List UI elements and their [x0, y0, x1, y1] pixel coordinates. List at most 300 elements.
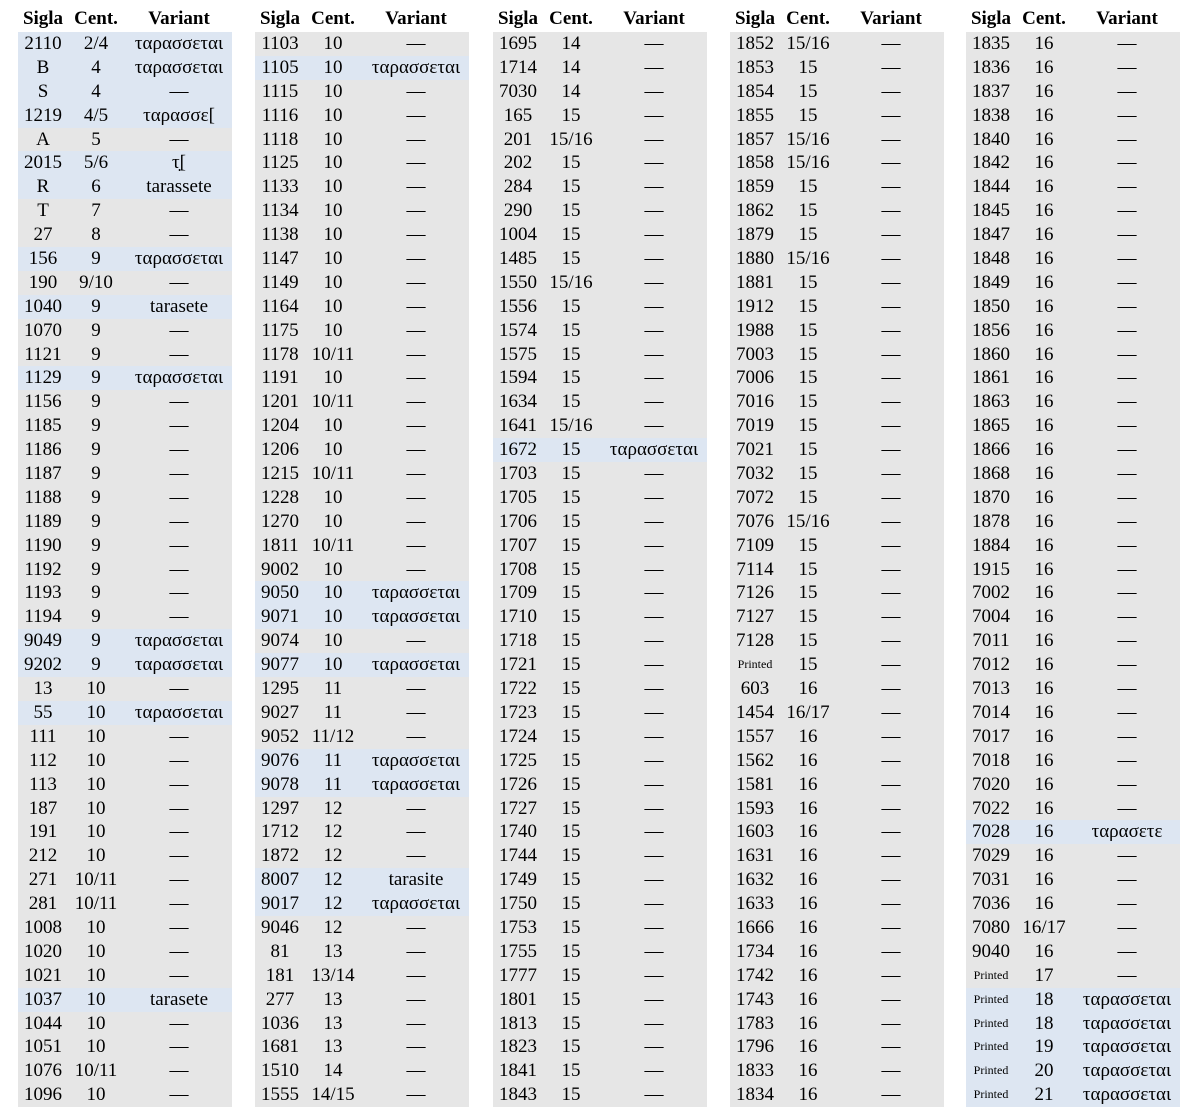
cell-variant: — — [644, 104, 664, 126]
cell-century: 10/11 — [74, 893, 118, 915]
cell-variant: — — [881, 33, 901, 54]
cell-century: 12 — [323, 916, 343, 938]
table-row — [255, 725, 469, 749]
cell-sigla: 2015 — [24, 152, 62, 174]
table-row — [255, 80, 469, 104]
cell-sigla: 1750 — [499, 893, 537, 915]
cell-sigla: 1156 — [24, 391, 62, 413]
cell-variant: — — [881, 845, 901, 867]
table-row — [18, 820, 232, 844]
cell-century: 16 — [798, 988, 818, 1010]
table-row-highlighted — [255, 581, 469, 605]
cell-century: 15/16 — [549, 415, 593, 437]
cell-century: 16 — [798, 749, 818, 771]
table-row — [493, 366, 707, 390]
table-row — [18, 390, 232, 414]
cell-century: 15 — [798, 56, 818, 78]
cell-sigla: 1865 — [972, 415, 1010, 437]
cell-sigla: Printed — [973, 1039, 1009, 1054]
cell-variant: ταρασετε — [1091, 821, 1163, 843]
cell-variant: — — [644, 845, 664, 867]
table-row — [18, 964, 232, 988]
cell-century: 15 — [561, 725, 581, 747]
table-row — [966, 653, 1180, 677]
cell-sigla: 7127 — [736, 606, 774, 628]
cell-century: 16 — [1034, 582, 1054, 604]
table-row — [255, 1083, 469, 1107]
table-row — [18, 510, 232, 534]
cell-sigla: 1727 — [499, 797, 537, 819]
table-row — [730, 701, 944, 725]
table-row — [493, 319, 707, 343]
cell-sigla: 1755 — [499, 940, 537, 962]
cell-century: 10 — [323, 200, 343, 222]
cell-century: 16 — [1034, 606, 1054, 628]
table-row — [493, 988, 707, 1012]
cell-variant: — — [1117, 295, 1137, 317]
cell-variant: — — [169, 773, 189, 795]
cell-sigla: 1594 — [499, 367, 537, 389]
cell-century: 15 — [798, 176, 818, 198]
cell-century: 10 — [323, 606, 343, 628]
cell-variant: — — [1117, 56, 1137, 78]
cell-sigla: 1857 — [736, 128, 774, 150]
cell-century: 20 — [1034, 1060, 1054, 1082]
table-row — [18, 773, 232, 797]
table-row — [966, 916, 1180, 940]
cell-variant: — — [881, 1036, 901, 1058]
cell-century: 9 — [91, 510, 101, 532]
header-sigla: Sigla — [22, 8, 64, 29]
cell-sigla: Printed — [973, 1087, 1009, 1102]
table-row — [966, 80, 1180, 104]
cell-variant: — — [644, 295, 664, 317]
cell-variant: — — [881, 940, 901, 962]
cell-sigla: 9076 — [261, 749, 299, 771]
cell-variant: — — [881, 869, 901, 891]
cell-variant: — — [644, 319, 664, 341]
cell-century: 13 — [323, 1012, 343, 1034]
cell-variant: — — [169, 749, 189, 771]
cell-sigla: 1705 — [499, 486, 537, 508]
cell-sigla: 1879 — [736, 224, 774, 246]
cell-sigla: 27 — [33, 224, 53, 246]
cell-variant: — — [169, 821, 189, 843]
table-row — [966, 175, 1180, 199]
table-row — [730, 892, 944, 916]
cell-variant: — — [644, 893, 664, 915]
cell-sigla: 1749 — [499, 869, 537, 891]
cell-century: 15 — [798, 606, 818, 628]
cell-sigla: 281 — [28, 893, 58, 915]
table-row — [18, 438, 232, 462]
cell-variant: — — [881, 1012, 901, 1034]
cell-century: 16 — [1034, 343, 1054, 365]
table-row — [255, 175, 469, 199]
cell-variant: — — [1117, 893, 1137, 915]
cell-variant: tarasite — [388, 869, 444, 891]
cell-century: 10 — [323, 295, 343, 317]
header-sigla: Sigla — [734, 8, 776, 29]
cell-century: 10 — [323, 510, 343, 532]
table-row-highlighted — [18, 151, 232, 175]
cell-century: 15 — [561, 845, 581, 867]
table-row — [18, 749, 232, 773]
cell-century: 14/15 — [311, 1084, 355, 1106]
table-row — [730, 677, 944, 701]
cell-century: 5 — [91, 128, 101, 150]
cell-sigla: 1557 — [736, 725, 774, 747]
table-row — [730, 940, 944, 964]
cell-century: 9 — [91, 248, 101, 270]
cell-century: 9 — [91, 319, 101, 341]
header-cent: Cent. — [311, 8, 355, 29]
table-row — [493, 534, 707, 558]
cell-variant: — — [169, 1012, 189, 1034]
cell-century: 15 — [561, 1012, 581, 1034]
cell-variant: — — [881, 654, 901, 676]
cell-sigla: 1861 — [972, 367, 1010, 389]
cell-variant: — — [169, 224, 189, 246]
cell-sigla: 9002 — [261, 558, 299, 580]
cell-variant: — — [169, 343, 189, 365]
table-row — [493, 223, 707, 247]
cell-variant: — — [881, 510, 901, 532]
table-row — [730, 964, 944, 988]
cell-variant: ταρασσεται — [371, 582, 461, 604]
cell-variant: — — [881, 176, 901, 198]
cell-variant: — — [406, 821, 426, 843]
cell-sigla: 1845 — [972, 200, 1010, 222]
cell-variant: tarasete — [149, 295, 208, 317]
cell-century: 16 — [1034, 391, 1054, 413]
table-row-highlighted — [18, 629, 232, 653]
cell-variant: — — [881, 391, 901, 413]
cell-century: 16 — [798, 1060, 818, 1082]
cell-sigla: 191 — [28, 821, 58, 843]
cell-century: 15 — [798, 558, 818, 580]
table-column-4 — [730, 6, 944, 1107]
cell-century: 21 — [1034, 1084, 1054, 1106]
cell-variant: — — [1117, 319, 1137, 341]
cell-sigla: 7020 — [972, 773, 1010, 795]
cell-century: 11 — [323, 773, 343, 795]
cell-variant: — — [1117, 391, 1137, 413]
cell-variant: — — [881, 1084, 901, 1106]
cell-variant: — — [644, 224, 664, 246]
table-row — [493, 128, 707, 152]
header-variant: Variant — [1096, 8, 1158, 29]
cell-variant: — — [406, 104, 426, 126]
cell-century: 15/16 — [549, 128, 593, 150]
cell-sigla: 190 — [28, 271, 58, 293]
table-row — [730, 868, 944, 892]
cell-century: 10 — [323, 271, 343, 293]
cell-century: 16 — [1034, 486, 1054, 508]
cell-century: 14 — [323, 1060, 343, 1082]
table-row — [730, 844, 944, 868]
cell-sigla: 1912 — [736, 295, 774, 317]
table-row — [730, 199, 944, 223]
cell-sigla: 9040 — [972, 940, 1010, 962]
table-row-highlighted — [255, 605, 469, 629]
cell-century: 9 — [91, 582, 101, 604]
cell-sigla: 1556 — [499, 295, 537, 317]
cell-sigla: 1707 — [499, 534, 537, 556]
table-row — [493, 701, 707, 725]
cell-variant: — — [881, 367, 901, 389]
cell-century: 16 — [798, 845, 818, 867]
cell-variant: — — [1117, 582, 1137, 604]
cell-sigla: 1175 — [261, 319, 299, 341]
cell-variant: — — [406, 797, 426, 819]
table-row — [493, 199, 707, 223]
table-row — [730, 1012, 944, 1036]
cell-century: 15 — [561, 534, 581, 556]
cell-variant: — — [881, 725, 901, 747]
cell-variant: — — [1117, 439, 1137, 461]
cell-variant: — — [644, 821, 664, 843]
table-row — [966, 295, 1180, 319]
cell-variant: ταρασσεται — [134, 367, 224, 389]
cell-variant: — — [169, 797, 189, 819]
cell-sigla: 1710 — [499, 606, 537, 628]
cell-variant: — — [881, 916, 901, 938]
cell-sigla: R — [36, 176, 50, 198]
table-row — [493, 868, 707, 892]
table-row — [966, 940, 1180, 964]
cell-variant: — — [881, 964, 901, 986]
cell-variant: — — [406, 701, 426, 723]
cell-variant: ταρασσεται — [1082, 1060, 1172, 1082]
cell-sigla: 1115 — [261, 80, 299, 102]
cell-century: 16 — [1034, 224, 1054, 246]
cell-variant: — — [1117, 773, 1137, 795]
table-row — [966, 629, 1180, 653]
cell-variant: — — [1117, 654, 1137, 676]
cell-sigla: 165 — [503, 104, 533, 126]
cell-variant: — — [644, 1036, 664, 1058]
cell-sigla: 7022 — [972, 797, 1010, 819]
table-row — [18, 940, 232, 964]
cell-variant: — — [881, 319, 901, 341]
table-row — [966, 366, 1180, 390]
column-header — [730, 6, 944, 32]
cell-century: 16 — [1034, 773, 1054, 795]
header-cent: Cent. — [549, 8, 593, 29]
table-row — [730, 653, 944, 677]
table-row — [18, 558, 232, 582]
table-row — [730, 271, 944, 295]
cell-sigla: 277 — [265, 988, 295, 1010]
cell-sigla: 7006 — [736, 367, 774, 389]
table-row — [18, 1035, 232, 1059]
cell-century: 15 — [561, 200, 581, 222]
cell-sigla: 1872 — [261, 845, 299, 867]
cell-sigla: 7036 — [972, 893, 1010, 915]
table-row — [255, 1012, 469, 1036]
cell-century: 16 — [798, 1036, 818, 1058]
cell-sigla: 1834 — [736, 1084, 774, 1106]
cell-sigla: 1811 — [261, 534, 299, 556]
table-row — [255, 343, 469, 367]
table-row-highlighted — [18, 366, 232, 390]
cell-variant: — — [1117, 678, 1137, 700]
cell-variant: — — [1117, 630, 1137, 652]
cell-sigla: 181 — [265, 964, 295, 986]
cell-variant: ταρασσεται — [134, 33, 224, 54]
cell-century: 15 — [561, 224, 581, 246]
cell-sigla: 1004 — [499, 224, 537, 246]
cell-variant: — — [406, 463, 426, 485]
cell-century: 19 — [1034, 1036, 1054, 1058]
table-row — [493, 558, 707, 582]
cell-sigla: 1204 — [261, 415, 299, 437]
cell-sigla: 9050 — [261, 582, 299, 604]
cell-century: 16 — [1034, 940, 1054, 962]
cell-variant: — — [644, 56, 664, 78]
cell-century: 15 — [561, 797, 581, 819]
cell-century: 10 — [323, 415, 343, 437]
table-row — [255, 295, 469, 319]
cell-variant: — — [1117, 797, 1137, 819]
cell-century: 16 — [798, 1084, 818, 1106]
cell-century: 15 — [798, 486, 818, 508]
cell-sigla: 7018 — [972, 749, 1010, 771]
table-row — [730, 725, 944, 749]
cell-variant: — — [1117, 200, 1137, 222]
table-row — [730, 366, 944, 390]
cell-sigla: 1718 — [499, 630, 537, 652]
cell-variant: — — [1117, 486, 1137, 508]
cell-sigla: 1801 — [499, 988, 537, 1010]
table-row-highlighted — [18, 701, 232, 725]
cell-variant: — — [644, 869, 664, 891]
table-row — [493, 773, 707, 797]
cell-century: 16 — [1034, 821, 1054, 843]
cell-century: 10 — [86, 821, 106, 843]
table-row — [18, 868, 232, 892]
column-body — [730, 32, 944, 1107]
cell-century: 9 — [91, 415, 101, 437]
table-row — [493, 629, 707, 653]
table-row — [730, 175, 944, 199]
table-row — [255, 844, 469, 868]
cell-sigla: 1219 — [24, 104, 62, 126]
cell-sigla: 1881 — [736, 271, 774, 293]
header-cent: Cent. — [1022, 8, 1066, 29]
cell-variant: — — [881, 343, 901, 365]
cell-variant: — — [169, 128, 189, 150]
table-row — [966, 247, 1180, 271]
cell-variant: — — [169, 964, 189, 986]
cell-century: 11 — [323, 678, 343, 700]
cell-variant: — — [881, 152, 901, 174]
table-row — [493, 32, 707, 56]
table-row — [730, 128, 944, 152]
table-row — [966, 438, 1180, 462]
table-row — [493, 677, 707, 701]
cell-century: 10 — [86, 988, 106, 1010]
cell-variant: — — [1117, 558, 1137, 580]
cell-sigla: S — [37, 80, 49, 102]
table-row — [255, 390, 469, 414]
cell-variant: — — [881, 128, 901, 150]
cell-century: 16 — [1034, 33, 1054, 54]
cell-century: 10 — [323, 558, 343, 580]
table-row — [966, 462, 1180, 486]
cell-variant: ταρασσεται — [134, 248, 224, 270]
cell-sigla: 1138 — [261, 224, 299, 246]
cell-sigla: 7017 — [972, 725, 1010, 747]
cell-variant: — — [644, 654, 664, 676]
cell-century: 16 — [1034, 534, 1054, 556]
cell-variant: — — [169, 486, 189, 508]
cell-sigla: 7109 — [736, 534, 774, 556]
table-row — [493, 80, 707, 104]
cell-variant: — — [169, 940, 189, 962]
cell-sigla: 7029 — [972, 845, 1010, 867]
table-row — [18, 581, 232, 605]
cell-variant: — — [169, 582, 189, 604]
cell-century: 14 — [561, 80, 581, 102]
cell-variant: ταρασσε[ — [143, 104, 215, 126]
cell-sigla: 284 — [503, 176, 533, 198]
cell-sigla: 113 — [29, 773, 57, 795]
cell-variant: — — [406, 1036, 426, 1058]
cell-century: 15 — [561, 773, 581, 795]
cell-century: 10 — [323, 104, 343, 126]
cell-sigla: 1454 — [736, 701, 774, 723]
cell-century: 9 — [91, 295, 101, 317]
table-row — [493, 271, 707, 295]
table-row — [966, 725, 1180, 749]
cell-century: 15 — [561, 940, 581, 962]
cell-sigla: 1743 — [736, 988, 774, 1010]
cell-variant: — — [406, 200, 426, 222]
table-row — [18, 1059, 232, 1083]
cell-century: 15 — [798, 104, 818, 126]
cell-variant: — — [169, 271, 189, 293]
table-row — [255, 486, 469, 510]
cell-century: 10/11 — [311, 343, 355, 365]
cell-variant: — — [644, 80, 664, 102]
cell-sigla: 202 — [503, 152, 533, 174]
cell-variant: — — [406, 630, 426, 652]
cell-sigla: 201 — [503, 128, 533, 150]
table-row — [730, 1083, 944, 1107]
cell-century: 10 — [86, 845, 106, 867]
cell-sigla: 1850 — [972, 295, 1010, 317]
cell-sigla: 1854 — [736, 80, 774, 102]
table-row — [730, 749, 944, 773]
cell-variant: — — [1117, 104, 1137, 126]
cell-century: 10/11 — [311, 463, 355, 485]
cell-sigla: 1840 — [972, 128, 1010, 150]
cell-century: 16 — [1034, 463, 1054, 485]
cell-variant: — — [169, 391, 189, 413]
cell-century: 15 — [561, 463, 581, 485]
cell-sigla: 1133 — [261, 176, 299, 198]
cell-variant: ταρασσεται — [371, 606, 461, 628]
cell-variant: — — [1117, 964, 1137, 986]
cell-sigla: 1149 — [261, 271, 299, 293]
cell-sigla: 1550 — [499, 271, 537, 293]
cell-sigla: 1742 — [736, 964, 774, 986]
cell-sigla: 1880 — [736, 248, 774, 270]
cell-century: 16 — [798, 797, 818, 819]
cell-century: 16 — [1034, 654, 1054, 676]
